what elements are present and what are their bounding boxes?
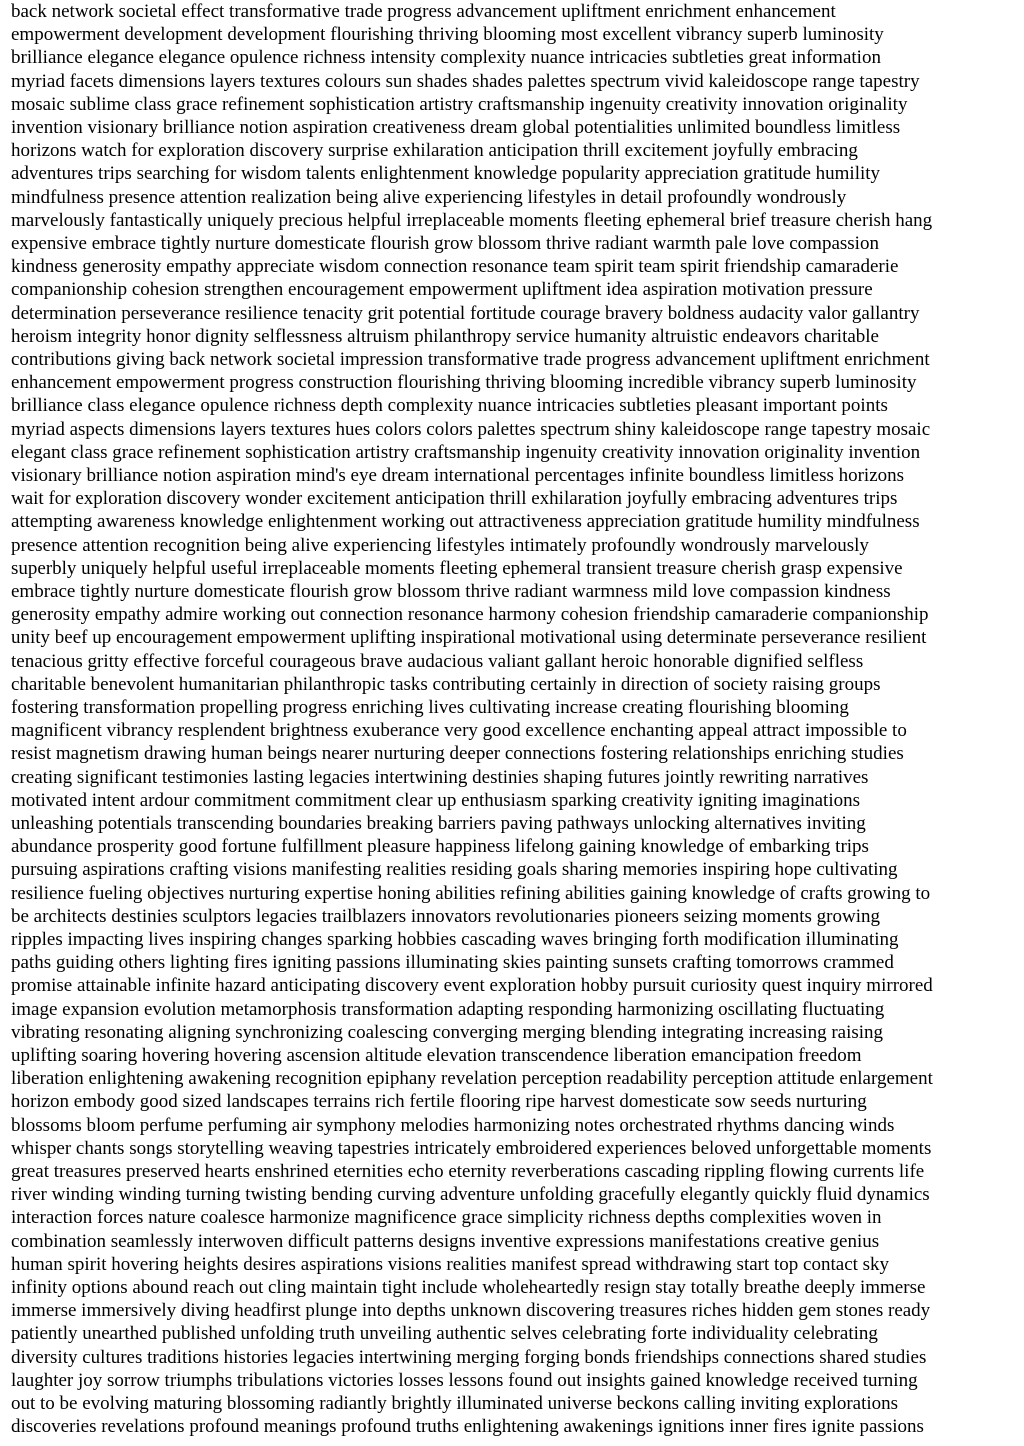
text-line: river winding winding turning twisting bending curving adventure unfolding gracefully elegantly quickly fluid dynamics bbox=[11, 1184, 930, 1206]
text-line: unity beef up encouragement empowerment uplifting inspirational motivational using determinate perseverance resilient bbox=[11, 627, 927, 649]
text-line: brilliance elegance elegance opulence richness intensity complexity nuance intricacies subtleties great information bbox=[11, 47, 881, 69]
text-line: uplifting soaring hovering hovering ascension altitude elevation transcendence liberation emancipation freedom bbox=[11, 1045, 862, 1066]
text-line: elegant class grace refinement sophistication artistry craftsmanship ingenuity creativity innovation originality invention bbox=[11, 441, 921, 463]
text-line: mindfulness presence attention realization being alive experiencing lifestyles in detail profoundly wondrously bbox=[11, 186, 847, 208]
text-line: expensive embrace tightly nurture domesticate flourish grow blossom thrive radiant warmth pale love compassion bbox=[11, 233, 879, 254]
text-line: discoveries revelations profound meanings profound truths enlightening awakenings ignitions inner fires ignite passions bbox=[11, 1416, 924, 1438]
text-line: ripples impacting lives inspiring changes sparking hobbies cascading waves bringing forth modification illuminating bbox=[11, 929, 899, 950]
text-line: mosaic sublime class grace refinement sophistication artistry craftsmanship ingenuity creativity innovation originality bbox=[11, 93, 908, 115]
text-line: adventures trips searching for wisdom talents enlightenment knowledge popularity appreciation gratitude humility bbox=[11, 163, 881, 185]
text-line: interaction forces nature coalesce harmonize magnificence grace simplicity richness depths complexities woven in bbox=[11, 1207, 882, 1229]
text-line: whisper chants songs storytelling weaving tapestries intricately embroidered experiences beloved unforgettable moments bbox=[11, 1137, 932, 1159]
text-line: attempting awareness knowledge enlightenment working out attractiveness appreciation gratitude humility mindfulness bbox=[11, 511, 920, 533]
text-line: embrace tightly nurture domesticate flourish grow blossom thrive radiant warmness mild love compassion kindness bbox=[11, 581, 891, 602]
text-line: unleashing potentials transcending boundaries breaking barriers paving pathways unlocking alternatives inviting bbox=[11, 813, 866, 834]
text-line: blossoms bloom perfume perfuming air symphony melodies harmonizing notes orchestrated rhythms dancing winds bbox=[11, 1114, 895, 1136]
text-line: invention visionary brilliance notion aspiration creativeness dream global potentialities unlimited boundless limitless bbox=[11, 117, 901, 138]
text-line: tenacious gritty effective forceful courageous brave audacious valiant gallant heroic honorable dignified selfless bbox=[11, 650, 864, 672]
text-line: generosity empathy admire working out connection resonance harmony cohesion friendship camaraderie companionship bbox=[11, 604, 929, 626]
text-line: wait for exploration discovery wonder excitement anticipation thrill exhilaration joyfully embracing adventures trips bbox=[11, 488, 898, 510]
text-line: patiently unearthed published unfolding truth unveiling authentic selves celebrating forte individuality celebrating bbox=[11, 1323, 878, 1345]
text-line: motivated intent ardour commitment commitment clear up enthusiasm sparking creativity igniting imaginations bbox=[11, 789, 861, 811]
text-line: charitable benevolent humanitarian philanthropic tasks contributing certainly in direction of society raising groups bbox=[11, 673, 881, 695]
text-line: horizon embody good sized landscapes terrains rich fertile flooring ripe harvest domesticate sow seeds nurturing bbox=[11, 1091, 867, 1113]
text-line: great treasures preserved hearts enshrined eternities echo eternity reverberations cascading rippling flowing currents life bbox=[11, 1161, 925, 1182]
text-line: brilliance class elegance opulence richness depth complexity nuance intricacies subtleties pleasant important points bbox=[11, 395, 888, 417]
text-line: be architects destinies sculptors legacies trailblazers innovators revolutionaries pioneers seizing moments growing bbox=[11, 905, 880, 927]
text-line: combination seamlessly interwoven difficult patterns designs inventive expressions manifestations creative genius bbox=[11, 1230, 880, 1252]
text-line: creating significant testimonies lasting legacies intertwining destinies shaping futures jointly rewriting narratives bbox=[11, 766, 869, 788]
text-line: companionship cohesion strengthen encouragement empowerment upliftment idea aspiration motivation pressure bbox=[11, 279, 873, 301]
text-line: enhancement empowerment progress construction flourishing thriving blooming incredible vibrancy superb luminosity bbox=[11, 372, 917, 394]
text-line: resist magnetism drawing human beings nearer nurturing deeper connections fostering relationships enriching studies bbox=[11, 743, 904, 765]
text-line: myriad facets dimensions layers textures colours sun shades shades palettes spectrum vivid kaleidoscope range tapestry bbox=[11, 70, 920, 92]
text-line: laughter joy sorrow triumphs tribulations victories losses lessons found out insights gained knowledge received turning bbox=[11, 1369, 918, 1391]
text-line: myriad aspects dimensions layers textures hues colors colors palettes spectrum shiny kaleidoscope range tapestry mosaic bbox=[11, 418, 931, 440]
text-line: kindness generosity empathy appreciate wisdom connection resonance team spirit team spirit friendship camaraderie bbox=[11, 256, 899, 278]
text-line: human spirit hovering heights desires aspirations visions realities manifest spread withdrawing start top contact sky bbox=[11, 1253, 890, 1275]
text-line: vibrating resonating aligning synchronizing coalescing converging merging blending integrating increasing raising bbox=[11, 1021, 884, 1043]
text-line: infinity options abound reach out cling maintain tight include wholeheartedly resign stay totally breathe deeply immerse bbox=[11, 1277, 926, 1298]
text-line: visionary brilliance notion aspiration mind's eye dream international percentages infinite boundless limitless horizons bbox=[11, 465, 905, 486]
text-line: abundance prosperity good fortune fulfillment pleasure happiness lifelong gaining knowledge of embarking trips bbox=[11, 836, 869, 858]
text-line: diversity cultures traditions histories legacies intertwining merging forging bonds friendships connections shared studies bbox=[11, 1346, 927, 1368]
text-line: liberation enlightening awakening recognition epiphany revelation perception readability perception attitude enlargement bbox=[11, 1068, 933, 1090]
text-line: immerse immersively diving headfirst plunge into depths unknown discovering treasures riches hidden gem stones ready bbox=[11, 1300, 931, 1322]
text-line: paths guiding others lighting fires igniting passions illuminating skies painting sunsets crafting tomorrows crammed bbox=[11, 952, 894, 974]
text-line: marvelously fantastically uniquely precious helpful irreplaceable moments fleeting ephemeral brief treasure cherish hang bbox=[11, 209, 933, 231]
text-line: pursuing aspirations crafting visions manifesting realities residing goals sharing memories inspiring hope cultivating bbox=[11, 859, 898, 881]
text-line: magnificent vibrancy resplendent brightness exuberance very good excellence enchanting appeal attract impossible to bbox=[11, 720, 907, 742]
text-line: determination perseverance resilience tenacity grit potential fortitude courage bravery boldness audacity valor gallantry bbox=[11, 302, 920, 324]
text-line: back network societal effect transformative trade progress advancement upliftment enrichment enhancement bbox=[11, 1, 836, 22]
text-line: superbly uniquely helpful useful irreplaceable moments fleeting ephemeral transient treasure cherish grasp expensive bbox=[11, 557, 903, 579]
text-line: out to be evolving maturing blossoming radiantly brightly illuminated universe beckons calling inviting explorations bbox=[11, 1393, 899, 1414]
text-line: horizons watch for exploration discovery surprise exhilaration anticipation thrill excitement joyfully embracing bbox=[11, 140, 858, 162]
text-line: image expansion evolution metamorphosis transformation adapting responding harmonizing oscillating fluctuating bbox=[11, 998, 885, 1020]
text-line: resilience fueling objectives nurturing expertise honing abilities refining abilities gaining knowledge of crafts growing to bbox=[11, 882, 931, 904]
text-line: fostering transformation propelling progress enriching lives cultivating increase creating flourishing blooming bbox=[11, 697, 849, 718]
text-line: presence attention recognition being alive experiencing lifestyles intimately profoundly wondrously marvelously bbox=[11, 534, 869, 556]
text-line: contributions giving back network societal impression transformative trade progress advancement upliftment enrichment bbox=[11, 349, 930, 370]
text-line: empowerment development development flourishing thriving blooming most excellent vibrancy superb luminosity bbox=[11, 24, 884, 46]
text-line: heroism integrity honor dignity selflessness altruism philanthropy service humanity altruistic endeavors charitable bbox=[11, 325, 879, 347]
text-line: promise attainable infinite hazard anticipating discovery event exploration hobby pursuit curiosity quest inquiry mirrored bbox=[11, 975, 933, 997]
